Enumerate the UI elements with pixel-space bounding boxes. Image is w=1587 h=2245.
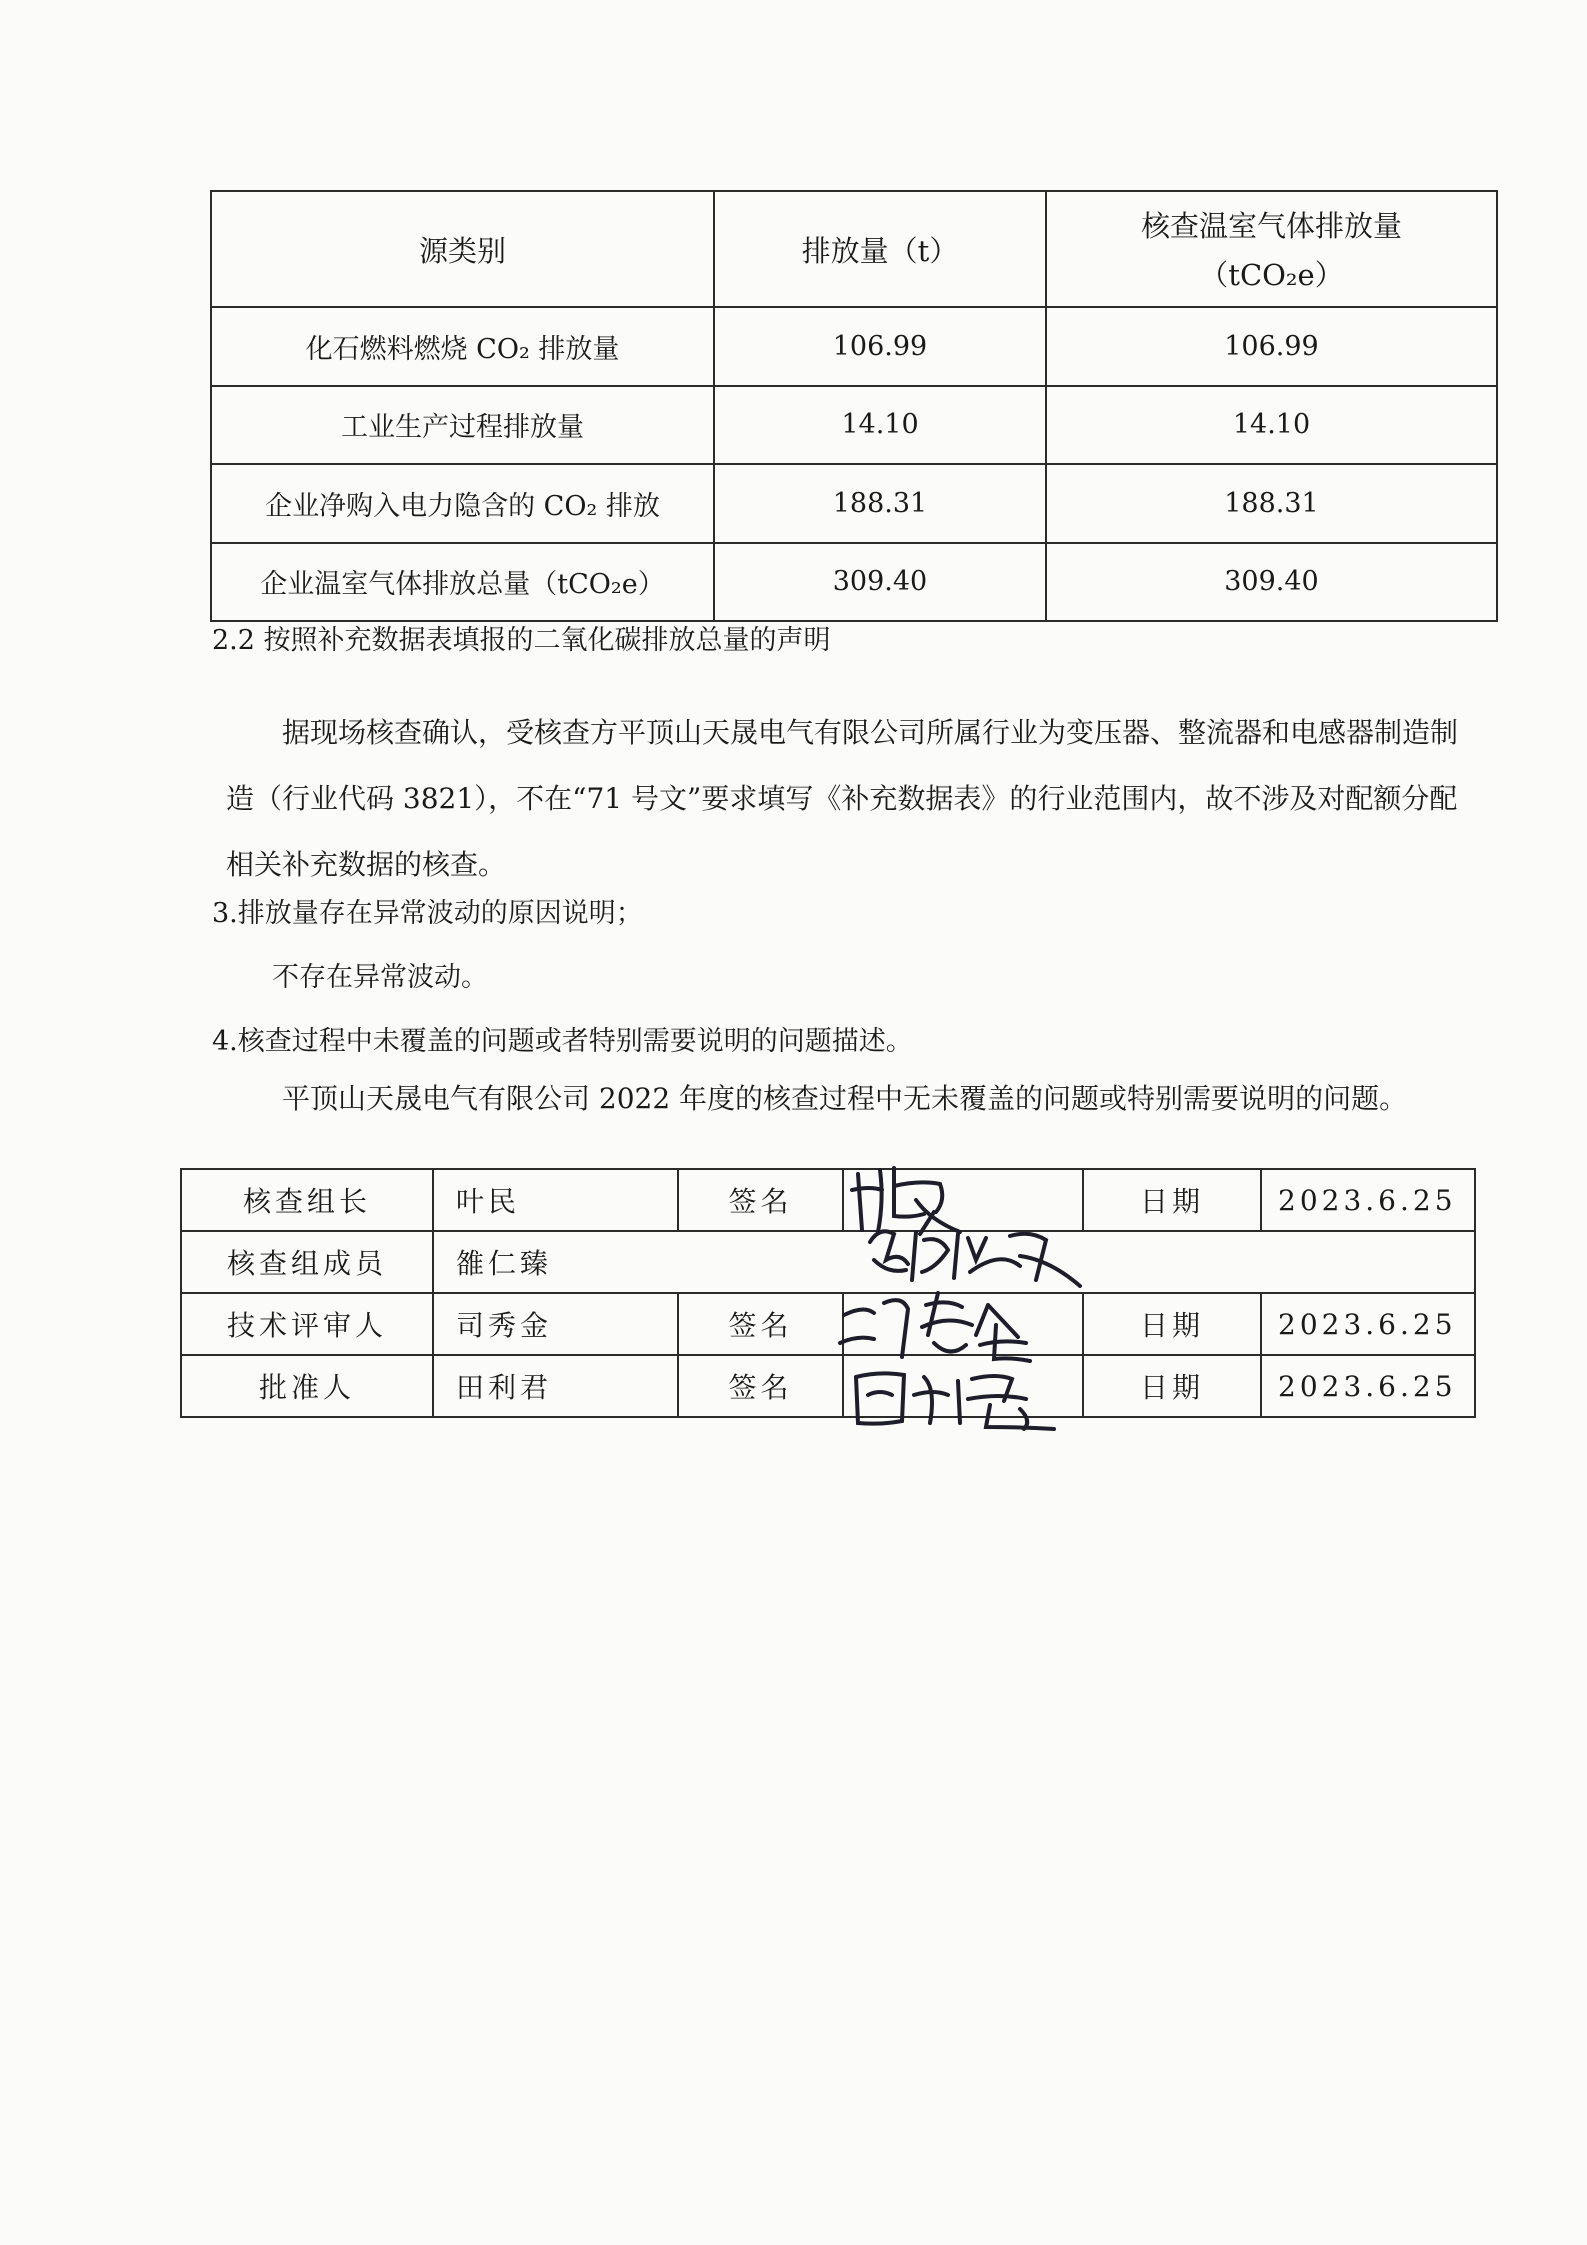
source-cell: 企业净购入电力隐含的 CO₂ 排放 [211, 464, 714, 542]
verified-cell: 188.31 [1046, 464, 1497, 542]
section-2-2-title: 2.2 按照补充数据表填报的二氧化碳排放总量的声明 [212, 625, 831, 656]
verified-cell: 106.99 [1046, 307, 1497, 385]
section-3-title: 3.排放量存在异常波动的原因说明； [212, 898, 643, 929]
section-2-2-body: 据现场核查确认，受核查方平顶山天晟电气有限公司所属行业为变压器、整流器和电感器制造制造（行业代码 3821），不在“71 号文”要求填写《补充数据表》的行业范围内，故不涉及对配额分配相关补充数据的核查。 [226, 716, 1459, 881]
amount-cell: 106.99 [714, 307, 1046, 385]
section-4-title: 4.核查过程中未覆盖的问题或者特别需要说明的问题描述。 [212, 1026, 913, 1057]
role-cell: 批准人 [181, 1355, 433, 1417]
table-row [211, 386, 1497, 464]
section-3-body: 不存在异常波动。 [272, 962, 488, 993]
date-label: 日期 [1083, 1169, 1261, 1231]
header-verified-emission-unit: （tCO₂e） [1199, 258, 1344, 293]
verified-cell: 14.10 [1046, 386, 1497, 464]
date-cell: 2023.6.25 [1261, 1169, 1475, 1231]
staff-row-member [181, 1231, 1475, 1293]
source-cell: 化石燃料燃烧 CO₂ 排放量 [211, 307, 714, 385]
date-label: 日期 [1083, 1355, 1261, 1417]
source-cell: 企业温室气体排放总量（tCO₂e） [211, 543, 714, 621]
name-cell: 司秀金 [433, 1293, 678, 1355]
source-cell: 工业生产过程排放量 [211, 386, 714, 464]
table-row [211, 543, 1497, 621]
staff-row-approver [181, 1355, 1475, 1417]
table-row [211, 307, 1497, 385]
amount-cell: 14.10 [714, 386, 1046, 464]
section-4-body: 平顶山天晟电气有限公司 2022 年度的核查过程中无未覆盖的问题或特别需要说明的问题。 [282, 1082, 1408, 1115]
signature-image-approver [850, 1365, 1070, 1435]
date-cell: 2023.6.25 [1261, 1355, 1475, 1417]
staff-row-reviewer [181, 1293, 1475, 1355]
sign-label: 签名 [678, 1293, 843, 1355]
role-cell: 技术评审人 [181, 1293, 433, 1355]
name-cell: 叶民 [433, 1169, 678, 1231]
header-verified-emission-line1: 核查温室气体排放量 [1140, 209, 1402, 244]
date-cell: 2023.6.25 [1261, 1293, 1475, 1355]
emission-table [210, 190, 1498, 622]
name-cell: 田利君 [433, 1355, 678, 1417]
header-source-type: 源类别 [211, 191, 714, 307]
header-emission-amount: 排放量（t） [714, 191, 1046, 307]
table-row [211, 464, 1497, 542]
name-cell: 雒仁臻 [433, 1231, 1475, 1293]
amount-cell: 309.40 [714, 543, 1046, 621]
staff-table [180, 1168, 1476, 1418]
signature-image-reviewer [838, 1285, 1038, 1370]
sign-label: 签名 [678, 1169, 843, 1231]
staff-row-leader [181, 1169, 1475, 1231]
sign-label: 签名 [678, 1355, 843, 1417]
emission-table-header [211, 191, 1497, 307]
header-verified-emission [1046, 191, 1497, 307]
role-cell: 核查组长 [181, 1169, 433, 1231]
date-label: 日期 [1083, 1293, 1261, 1355]
role-cell: 核查组成员 [181, 1231, 433, 1293]
verified-cell: 309.40 [1046, 543, 1497, 621]
amount-cell: 188.31 [714, 464, 1046, 542]
